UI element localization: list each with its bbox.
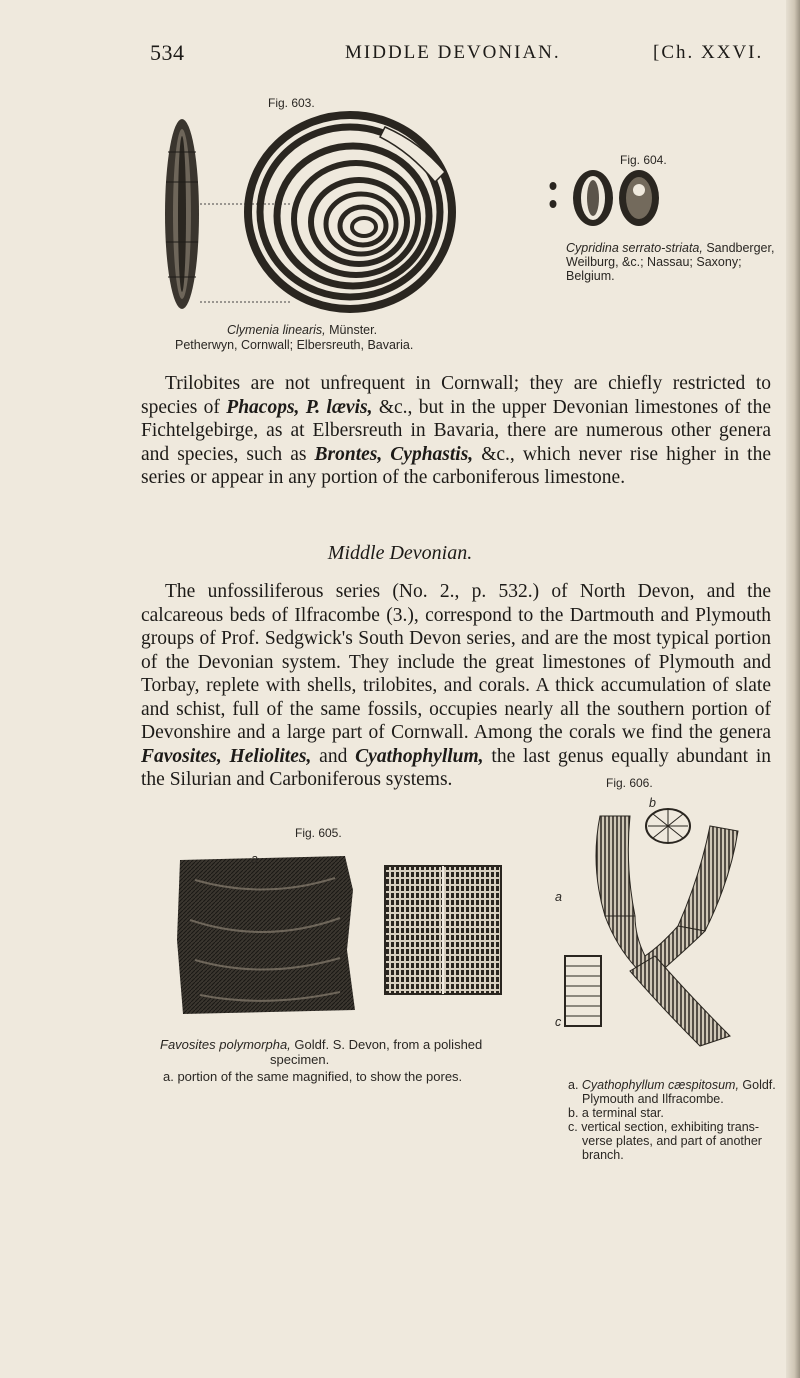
- fig-606-caption-c-line3: branch.: [582, 1148, 624, 1162]
- p1-text-3: &c., which never rise higher in the series or appear in any portion of the carboniferous limestone.: [141, 443, 771, 488]
- p1-text-2: &c., but in the upper Devonian limestones of the Fichtelgebirge, as at Elbersreuth in Bavaria, there are numerous other genera and species, such as: [141, 396, 771, 465]
- chapter-label: [Ch. XXVI.: [653, 42, 764, 63]
- fig-605-caption-line3: a. portion of the same magnified, to show the pores.: [163, 1069, 463, 1084]
- paragraph-middle-devonian: [141, 580, 771, 792]
- fig-605-label: Fig. 605.: [295, 826, 342, 840]
- fig-606-species: Cyathophyllum cæspitosum,: [581, 1078, 739, 1092]
- p1-text-1: Trilobites are not unfrequent in Cornwall; they are chiefly restricted to species of: [141, 373, 771, 418]
- fig-606-caption-a-line2: Plymouth and Ilfracombe.: [582, 1092, 724, 1106]
- fig-606-cyathophyllum-illustration: [560, 806, 750, 1066]
- p1-genus-2: Brontes, Cyphastis,: [314, 443, 474, 465]
- fig-605-letter-a: a: [251, 852, 258, 866]
- paragraph-trilobites: [141, 372, 771, 490]
- running-title: MIDDLE DEVONIAN.: [345, 42, 561, 63]
- fig-606-author: Goldf.: [738, 1078, 776, 1092]
- fig-606-label: Fig. 606.: [606, 776, 653, 790]
- fig-606-caption-a-prefix: a.: [568, 1078, 582, 1092]
- section-heading: Middle Devonian.: [327, 542, 473, 564]
- fig-604-label: Fig. 604.: [620, 153, 667, 167]
- fig-606-caption-a: [568, 1078, 776, 1092]
- p2-genus-2: Cyathophyllum,: [355, 745, 484, 767]
- fig-604-author: Sandberger,: [702, 241, 775, 255]
- fig-604-species: Cypridina serrato-striata,: [566, 241, 703, 255]
- fig-604-caption-line2: Weilburg, &c.; Nassau; Saxony;: [566, 255, 742, 269]
- fig-606-caption-b: b. a terminal star.: [568, 1106, 664, 1120]
- p2-text-2: and: [311, 745, 356, 767]
- p1-genus-1: Phacops, P. lævis,: [226, 396, 373, 418]
- page-edge-shadow: [786, 0, 800, 1378]
- page-number: 534: [150, 40, 185, 65]
- fig-605-species: Favosites polymorpha,: [160, 1037, 291, 1052]
- fig-605-caption-line1: [160, 1038, 482, 1052]
- fig-604-caption-line3: Belgium.: [566, 269, 615, 283]
- fig-606-letter-c: c: [555, 1015, 562, 1029]
- fig-603-caption-line2: Petherwyn, Cornwall; Elbersreuth, Bavaria.: [175, 338, 414, 352]
- fig-603-species: Clymenia linearis,: [227, 323, 326, 337]
- p2-genus-1: Favosites, Heliolites,: [141, 745, 312, 767]
- p2-text-1: The unfossiliferous series (No. 2., p. 532.) of North Devon, and the calcareous beds of Ilfracombe (3.), correspond to the Dartmouth and Plymouth groups of Prof. Sedgwick's South Devon series, and are the most typical portion of the Devonian system. They include the great limestones of Plymouth and Torbay, replete with shells, trilobites, and corals. A thick accumulation of slate and schist, full of the same fossils, occupies nearly all the southern portion of Devonshire and a large part of Cornwall. Among the corals we find the genera: [141, 581, 771, 743]
- p2-text-3: the last genus equally abundant in the Silurian and Carboniferous systems.: [141, 745, 772, 790]
- fig-603-caption-line1: [227, 323, 377, 337]
- fig-606-caption-c-line1: c. vertical section, exhibiting trans-: [568, 1120, 760, 1134]
- fig-605-caption-rest: Goldf. S. Devon, from a polished: [290, 1037, 483, 1052]
- fig-606-caption-c-line2: verse plates, and part of another: [582, 1134, 762, 1148]
- fig-606-letter-b: b: [649, 796, 656, 810]
- fig-603-author: Münster.: [325, 323, 378, 337]
- fig-605-caption-line2: specimen.: [270, 1052, 330, 1067]
- fig-606-letter-a: a: [555, 890, 562, 904]
- fig-605-favosites-illustration: [175, 850, 525, 1020]
- fig-604-caption-line1: [566, 241, 774, 255]
- fig-603-label: Fig. 603.: [268, 96, 315, 110]
- fig-604-cypridina-illustration: [545, 168, 675, 238]
- fig-603-clymenia-illustration: [160, 112, 460, 322]
